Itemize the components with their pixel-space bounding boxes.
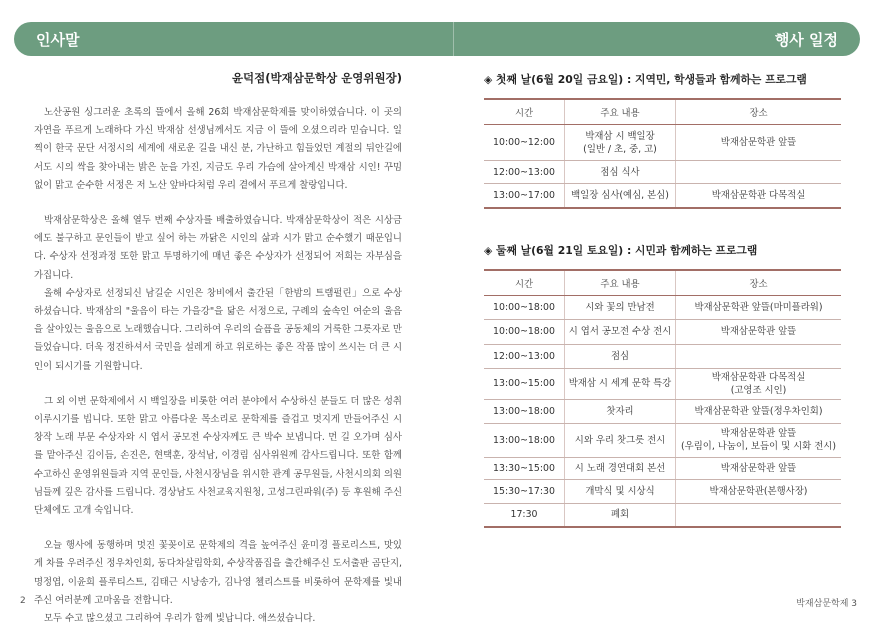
col-time-header: 시간 (484, 270, 565, 296)
table-row (484, 457, 841, 479)
item-cell: 폐회 (565, 503, 676, 527)
page-number-left: 2 (20, 596, 26, 606)
place-cell: 박재삼문학관(본행사장) (676, 479, 842, 503)
time-cell: 13:00~17:00 (484, 184, 565, 208)
time-cell: 13:00~18:00 (484, 399, 565, 423)
table-row (484, 319, 841, 344)
place-cell (676, 503, 842, 527)
greeting-paragraph: 그 외 이번 문학제에서 시 백일장을 비롯한 여러 분야에서 수상하신 분들도 더 많은 성취 이루시기를 빕니다. 또한 맑고 아름다운 목소리로 문학제를 즐겁고 멋지게 만들어주신 시 창작 노래 부문 수상자와 시 엽서 공모전 수상자께도 큰 박수 보냅니다. 먼 길 오가며 심사를 맡아주신 김이듬, 손진은, 현택훈, 장석남, 이경림 심사위원께 감사드립니다. 또한 함께 수고하신 운영위원들과 지역 문인들, 사천시장님을 위시한 관계 공무원들, 사천시의회 의원님들께 깊은 감사를 드립니다. 경상남도 사천교육지원청, 고성그린파워(주) 등 후원해 주신 단체에도 고개 숙입니다. (34, 395, 402, 517)
item-cell: 시 노래 경연대회 본선 (565, 457, 676, 479)
time-cell: 13:30~15:00 (484, 457, 565, 479)
time-cell: 13:00~18:00 (484, 423, 565, 457)
item-cell: 박재삼 시 세계 문학 특강 (565, 368, 676, 399)
time-cell: 10:00~18:00 (484, 295, 565, 319)
table-row (484, 399, 841, 423)
place-cell (676, 344, 842, 368)
greeting-paragraph: 노산공원 싱그러운 초록의 뜰에서 올해 26회 박재삼문학제를 맞이하였습니다. 이 곳의 자연을 푸르게 노래하다 가신 박재삼 선생님께서도 지금 이 뜰에 오셨으리라 믿습니다. 일찍이 한국 문단 서정시의 세계에 새로운 길을 내신 분, 가난하고 힘들었던 계절의 뒤안길에서도 시의 싹을 찾아내는 밝은 눈을 가진, 지금도 우리 가슴에 살아계신 박재삼 시인! 꾸밈없이 맑고 순수한 서정은 저 노산 앞바다처럼 우리 곁에서 푸르게 찰랑입니다. (34, 107, 402, 191)
place-cell: 박재삼문학관 앞뜰(정우차인회) (676, 399, 842, 423)
table-row (484, 344, 841, 368)
table-row (484, 503, 841, 527)
item-cell: 시 엽서 공모전 수상 전시 (565, 319, 676, 344)
col-place-header: 장소 (676, 99, 842, 125)
item-cell: 박재삼 시 백일장 (일반 / 초, 중, 고) (565, 125, 676, 161)
day1-title: ◈ 첫째 날(6월 20일 금요일) : 지역민, 학생들과 함께하는 프로그램 (484, 73, 807, 86)
greeting-paragraph: 모두 수고 많으셨고 그리하여 우리가 함께 빛납니다. 애쓰셨습니다. (44, 613, 316, 625)
table-row (484, 161, 841, 184)
header-bar (14, 22, 860, 56)
table-header-row (484, 270, 841, 296)
col-item-header: 주요 내용 (565, 270, 676, 296)
item-cell: 시와 꽃의 만남전 (565, 295, 676, 319)
table-row (484, 423, 841, 457)
page-number-right: 박재삼문학제 3 (796, 599, 857, 609)
time-cell: 12:00~13:00 (484, 344, 565, 368)
table-row (484, 368, 841, 399)
col-item-header: 주요 내용 (565, 99, 676, 125)
place-cell: 박재삼문학관 앞뜰 (우림이, 나눔이, 보듬이 및 시화 전시) (676, 423, 842, 457)
place-cell: 박재삼문학관 앞뜰 (676, 457, 842, 479)
greeting-heading: 인사말 (36, 31, 80, 49)
greeting-paragraph: 박재삼문학상은 올해 열두 번째 수상자를 배출하였습니다. 박재삼문학상이 적은 시상금에도 불구하고 문인들이 받고 싶어 하는 까닭은 시인의 삶과 시가 맑고 순수했기 때문입니다. 수상자 선정과정 또한 맑고 투명하기에 매년 좋은 수상자가 선정되어 저희는 자부심을 가집니다. (34, 215, 402, 281)
time-cell: 17:30 (484, 503, 565, 527)
col-place-header: 장소 (676, 270, 842, 296)
table-header-row (484, 99, 841, 125)
day2-rows (484, 295, 841, 527)
greeting-page (34, 70, 402, 628)
place-cell: 박재삼문학관 다목적실 (고영조 시인) (676, 368, 842, 399)
header-divider (453, 22, 454, 56)
item-cell: 찻자리 (565, 399, 676, 423)
table-row (484, 184, 841, 208)
item-cell: 점심 식사 (565, 161, 676, 184)
day1-schedule-table (484, 98, 841, 209)
day2-title: ◈ 둘째 날(6월 21일 토요일) : 시민과 함께하는 프로그램 (484, 243, 758, 257)
col-time-header: 시간 (484, 99, 565, 125)
item-cell: 시와 우리 찻그릇 전시 (565, 423, 676, 457)
schedule-page (484, 72, 841, 528)
time-cell: 13:00~15:00 (484, 368, 565, 399)
place-cell: 박재삼문학관 다목적실 (676, 184, 842, 208)
greeting-paragraph: 오늘 행사에 동행하며 멋진 꽃꽂이로 문학제의 격을 높여주신 윤미경 플로리스트, 맛있게 차를 우려주신 정우차인회, 동다차살림학회, 수상작품집을 출간해주신 도서출판 곰단지, 명정엽, 이윤희 플루티스트, 김태근 시낭송가, 김나영 첼리스트를 비롯하여 문학제를 빛내주신 여러분께 고마움을 전합니다. (34, 540, 402, 606)
item-cell: 개막식 및 시상식 (565, 479, 676, 503)
place-cell (676, 161, 842, 184)
place-cell: 박재삼문학관 앞뜰 (676, 319, 842, 344)
day1-rows (484, 125, 841, 208)
table-row (484, 295, 841, 319)
day2-schedule-table (484, 269, 841, 529)
greeting-signature: 윤덕점(박재삼문학상 운영위원장) (231, 71, 402, 85)
item-cell: 백일장 심사(예심, 본심) (565, 184, 676, 208)
time-cell: 10:00~18:00 (484, 319, 565, 344)
time-cell: 15:30~17:30 (484, 479, 565, 503)
time-cell: 12:00~13:00 (484, 161, 565, 184)
item-cell: 점심 (565, 344, 676, 368)
table-row (484, 479, 841, 503)
place-cell: 박재삼문학관 앞뜰 (676, 125, 842, 161)
time-cell: 10:00~12:00 (484, 125, 565, 161)
place-cell: 박재삼문학관 앞뜰(마미플라워) (676, 295, 842, 319)
table-row (484, 125, 841, 161)
schedule-heading: 행사 일정 (774, 31, 838, 49)
greeting-paragraph: 올해 수상자로 선정되신 남길순 시인은 창비에서 출간된「한밤의 트램펄린」으로 수상하셨습니다. 박재삼의 "울음이 타는 가을강"을 닮은 서정으로, 구례의 숲속인 여순의 울음을 살아있는 울음으로 노래했습니다. 그리하여 우리의 슬픔을 공동체의 거룩한 그릇자로 만들었습니다. 더욱 정진하셔서 국민을 설레게 하고 위로하는 좋은 작품 많이 쓰시는 더 큰 시인이 되시기를 기원합니다. (34, 287, 402, 372)
